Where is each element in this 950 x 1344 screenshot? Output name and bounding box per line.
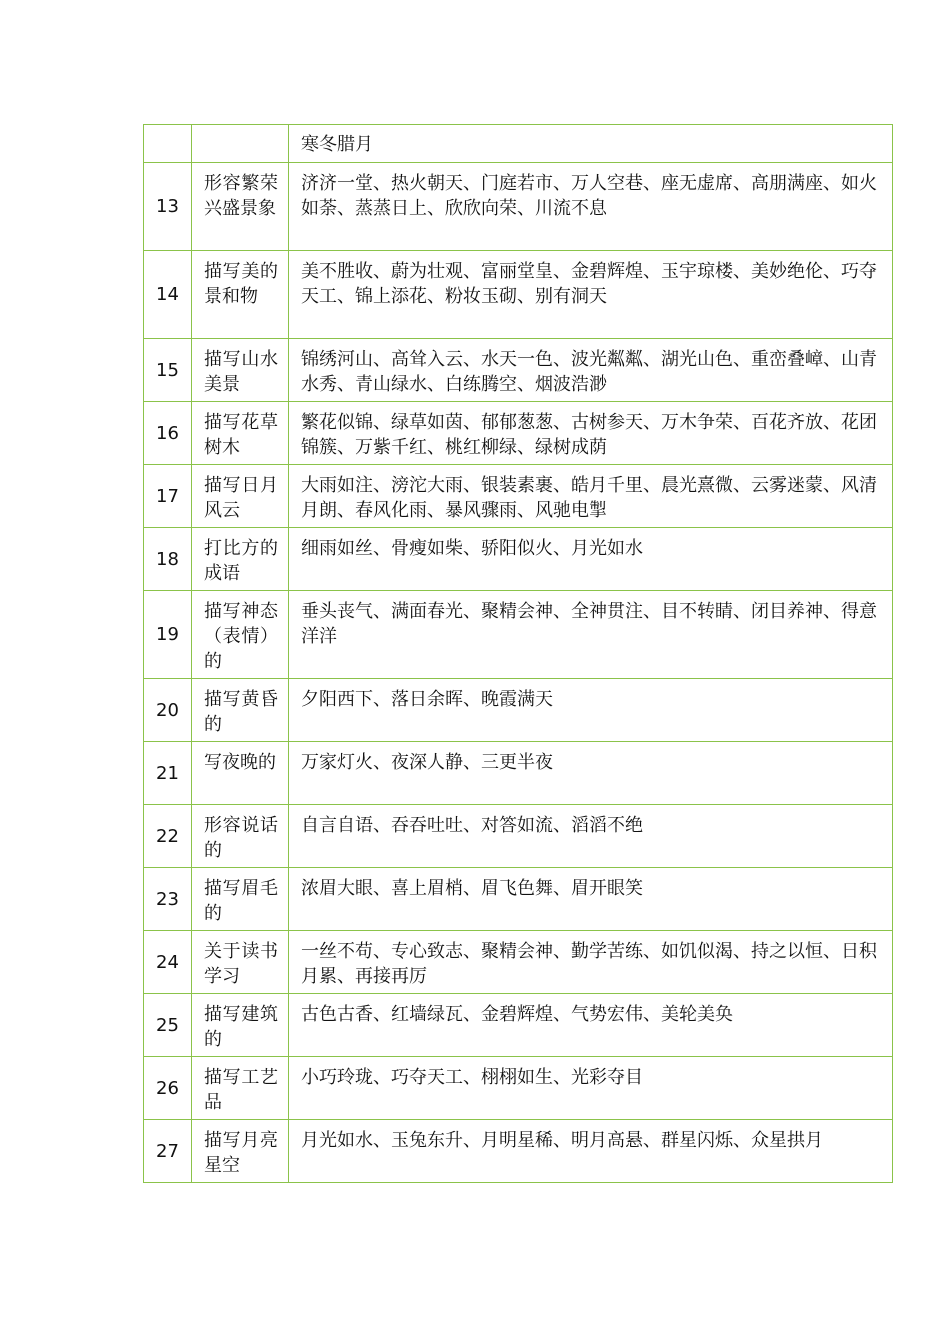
row-examples: 济济一堂、热火朝天、门庭若市、万人空巷、座无虚席、高朋满座、如火如荼、蒸蒸日上、欣欣向荣、川流不息 [289, 163, 893, 251]
row-category: 关于读书学习 [192, 931, 289, 994]
row-category: 形容说话的 [192, 805, 289, 868]
row-category: 描写月亮星空 [192, 1120, 289, 1183]
table-row [144, 868, 893, 931]
row-category: 形容繁荣兴盛景象 [192, 163, 289, 251]
row-number: 22 [144, 805, 192, 868]
table-row [144, 1057, 893, 1120]
idiom-table [143, 124, 893, 1183]
table-row [144, 339, 893, 402]
row-number: 23 [144, 868, 192, 931]
row-number: 24 [144, 931, 192, 994]
row-category: 描写山水美景 [192, 339, 289, 402]
row-number: 26 [144, 1057, 192, 1120]
row-examples: 繁花似锦、绿草如茵、郁郁葱葱、古树参天、万木争荣、百花齐放、花团锦簇、万紫千红、桃红柳绿、绿树成荫 [289, 402, 893, 465]
row-number: 27 [144, 1120, 192, 1183]
row-number: 15 [144, 339, 192, 402]
row-number: 13 [144, 163, 192, 251]
row-category: 写夜晚的 [192, 742, 289, 805]
row-number [144, 125, 192, 163]
row-examples: 寒冬腊月 [289, 125, 893, 163]
row-number: 21 [144, 742, 192, 805]
row-number: 19 [144, 591, 192, 679]
row-category: 描写神态（表情）的 [192, 591, 289, 679]
table-row [144, 1120, 893, 1183]
row-category: 描写眉毛的 [192, 868, 289, 931]
table-row [144, 805, 893, 868]
row-examples: 大雨如注、滂沱大雨、银装素裹、皓月千里、晨光熹微、云雾迷蒙、风清月朗、春风化雨、暴风骤雨、风驰电掣 [289, 465, 893, 528]
row-examples: 细雨如丝、骨瘦如柴、骄阳似火、月光如水 [289, 528, 893, 591]
row-examples: 锦绣河山、高耸入云、水天一色、波光粼粼、湖光山色、重峦叠嶂、山青水秀、青山绿水、白练腾空、烟波浩渺 [289, 339, 893, 402]
row-category: 描写花草树木 [192, 402, 289, 465]
row-examples: 垂头丧气、满面春光、聚精会神、全神贯注、目不转睛、闭目养神、得意洋洋 [289, 591, 893, 679]
row-examples: 万家灯火、夜深人静、三更半夜 [289, 742, 893, 805]
table-row [144, 465, 893, 528]
table-row [144, 931, 893, 994]
table-row [144, 251, 893, 339]
row-category: 描写美的景和物 [192, 251, 289, 339]
row-examples: 浓眉大眼、喜上眉梢、眉飞色舞、眉开眼笑 [289, 868, 893, 931]
row-examples: 夕阳西下、落日余晖、晚霞满天 [289, 679, 893, 742]
row-number: 18 [144, 528, 192, 591]
table-row [144, 163, 893, 251]
row-category: 描写工艺品 [192, 1057, 289, 1120]
row-category: 描写建筑的 [192, 994, 289, 1057]
table-row [144, 679, 893, 742]
table-row [144, 994, 893, 1057]
row-examples: 月光如水、玉兔东升、月明星稀、明月高悬、群星闪烁、众星拱月 [289, 1120, 893, 1183]
row-number: 25 [144, 994, 192, 1057]
table-row [144, 125, 893, 163]
row-examples: 自言自语、吞吞吐吐、对答如流、滔滔不绝 [289, 805, 893, 868]
row-category: 打比方的成语 [192, 528, 289, 591]
row-number: 14 [144, 251, 192, 339]
row-category: 描写日月风云 [192, 465, 289, 528]
table-row [144, 402, 893, 465]
row-number: 20 [144, 679, 192, 742]
row-category [192, 125, 289, 163]
row-number: 17 [144, 465, 192, 528]
table-row [144, 528, 893, 591]
row-examples: 一丝不苟、专心致志、聚精会神、勤学苦练、如饥似渴、持之以恒、日积月累、再接再厉 [289, 931, 893, 994]
table-row [144, 591, 893, 679]
row-category: 描写黄昏的 [192, 679, 289, 742]
row-number: 16 [144, 402, 192, 465]
table-row [144, 742, 893, 805]
row-examples: 美不胜收、蔚为壮观、富丽堂皇、金碧辉煌、玉宇琼楼、美妙绝伦、巧夺天工、锦上添花、粉妆玉砌、别有洞天 [289, 251, 893, 339]
row-examples: 古色古香、红墙绿瓦、金碧辉煌、气势宏伟、美轮美奂 [289, 994, 893, 1057]
row-examples: 小巧玲珑、巧夺天工、栩栩如生、光彩夺目 [289, 1057, 893, 1120]
